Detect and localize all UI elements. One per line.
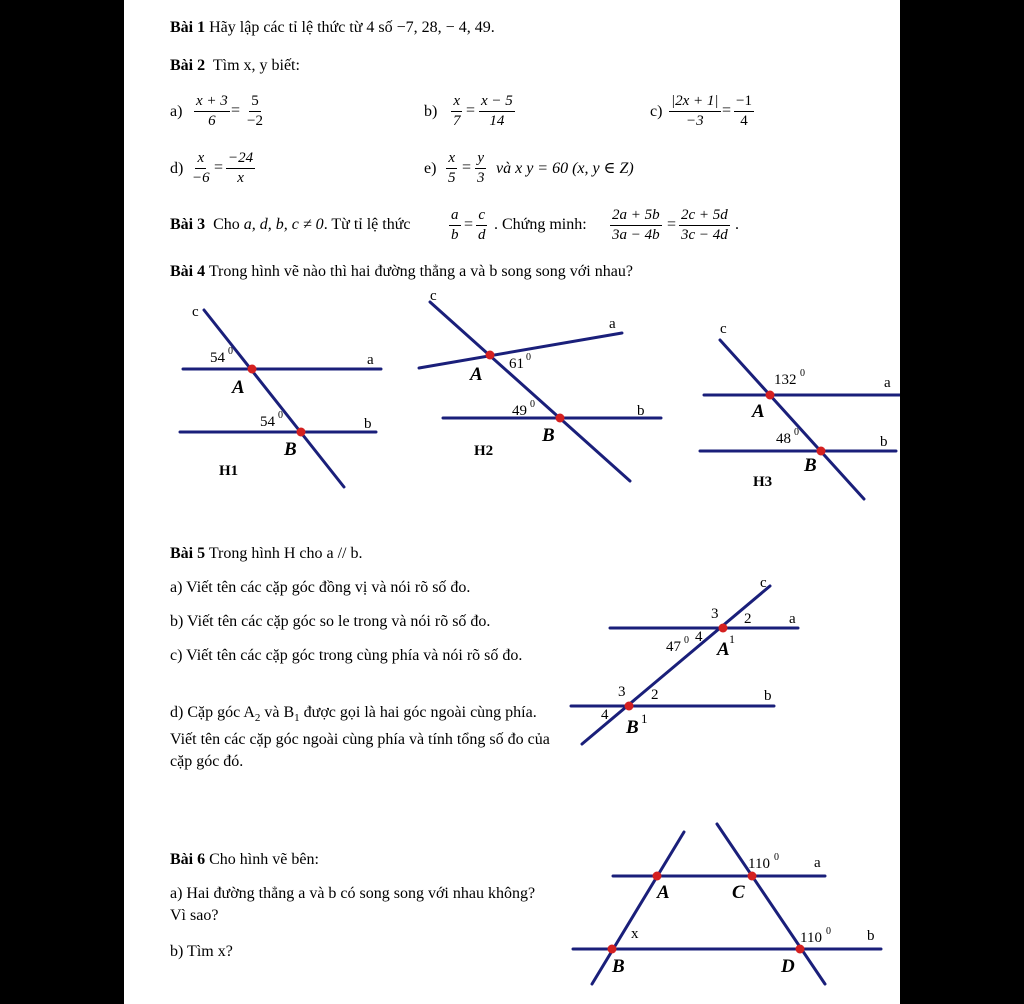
ex2e-num2: y: [475, 150, 486, 169]
ex3-frac-right-num: 2c + 5d: [679, 207, 730, 226]
h2-angle-A-deg: 0: [526, 352, 531, 363]
ex5-point-A: [719, 624, 728, 633]
ex6-point-A: [653, 872, 662, 881]
ex5-A-angle-2: 2: [744, 611, 752, 627]
ex5-qd-sub2: 1: [294, 712, 300, 725]
h1-angle-A-deg: 0: [228, 346, 233, 357]
ex3-frac-cd-den: d: [478, 227, 486, 243]
ex5-B-angle-2: 2: [651, 687, 659, 703]
ex5-A-angle-4: 4: [695, 629, 703, 645]
ex2a-num1: x + 3: [194, 93, 230, 112]
ex2c-den1: −3: [685, 113, 704, 129]
exercise-5-text: Trong hình H cho a // b.: [208, 545, 363, 562]
exercise-2-text: Tìm x, y biết:: [212, 57, 300, 74]
h1-point-A: [248, 365, 257, 374]
ex6-label-B: B: [612, 956, 625, 977]
ex5-question-c: c) Viết tên các cặp góc trong cùng phía và nói rõ số đo.: [170, 647, 523, 664]
ex5-question-b: b) Viết tên các cặp góc so le trong và nói rõ số đo.: [170, 613, 491, 630]
h1-figure-name: H1: [219, 463, 239, 479]
ex3-eq1: =: [464, 216, 474, 233]
ex5-qd-part1: d) Cặp góc A: [170, 704, 255, 721]
exercise-6-title: Bài 6: [170, 851, 206, 868]
h1-angle-A: 54: [210, 350, 225, 366]
h2-label-B: B: [542, 425, 555, 446]
exercise-3-end: .: [735, 216, 739, 233]
h2-label-a: a: [609, 316, 616, 332]
h3-point-B: [817, 447, 826, 456]
ex6-line-AB: [592, 832, 684, 984]
h3-angle-A-deg: 0: [800, 368, 805, 379]
ex6-label-a: a: [814, 855, 821, 871]
ex3-frac-right-den: 3c − 4d: [681, 227, 728, 243]
ex6-point-B: [608, 945, 617, 954]
ex2b-num1: x: [451, 93, 462, 112]
ex5-B-angle-4: 4: [601, 707, 609, 723]
exercise-3-text1: Cho: [213, 216, 240, 233]
ex5-question-a: a) Viết tên các cặp góc đồng vị và nói rõ số đo.: [170, 579, 471, 596]
ex6-label-D: D: [781, 956, 795, 977]
ex2a-eq: =: [231, 102, 241, 119]
ex5-label-B: B: [626, 717, 639, 738]
h3-label-B: B: [804, 455, 817, 476]
ex6-angle-D: 110: [800, 930, 822, 946]
h1-label-B: B: [284, 439, 297, 460]
ex6-angle-D-deg: 0: [826, 926, 831, 937]
ex2b-label: b): [424, 103, 438, 120]
ex2a-label: a): [170, 103, 183, 120]
ex3-eq2: =: [667, 216, 677, 233]
h3-point-A: [766, 391, 775, 400]
h2-label-A: A: [470, 364, 483, 385]
exercise-3-vars: a, d, b, c ≠ 0: [243, 216, 324, 233]
ex2a-den2: −2: [247, 113, 263, 129]
ex2c-num2: −1: [734, 93, 754, 112]
h2-label-b: b: [637, 403, 645, 419]
ex2d-num2: −24: [226, 150, 255, 169]
h1-label-a: a: [367, 352, 374, 368]
exercise-1-numbers: −7, 28, − 4, 49: [396, 19, 491, 36]
ex2c-den2: 4: [740, 113, 748, 129]
h3-angle-B: 48: [776, 431, 791, 447]
h1-angle-B: 54: [260, 414, 275, 430]
h3-label-b: b: [880, 434, 888, 450]
ex5-A-angle-3: 3: [711, 606, 719, 622]
ex6-point-C: [748, 872, 757, 881]
exercise-1-title: Bài 1: [170, 19, 206, 36]
h1-label-b: b: [364, 416, 372, 432]
ex5-B-angle-1: 1: [641, 711, 648, 726]
h2-angle-B-deg: 0: [530, 399, 535, 410]
ex5-angle-47: 47: [666, 639, 681, 655]
exercise-6-text: Cho hình vẽ bên:: [209, 851, 319, 868]
ex6-question-b: b) Tìm x?: [170, 943, 233, 960]
h3-line-c: [720, 340, 864, 499]
h3-angle-A: 132: [774, 372, 797, 388]
ex6-question-a: a) Hai đường thẳng a và b có song song với nhau không? Vì sao?: [170, 885, 536, 924]
figures-layer: [124, 0, 900, 1004]
h3-label-a: a: [884, 375, 891, 391]
ex2b-den2: 14: [489, 113, 505, 129]
ex2e-eq: =: [462, 159, 472, 176]
exercise-4-text: Trong hình vẽ nào thì hai đường thẳng a và b song song với nhau?: [208, 263, 633, 280]
h3-label-A: A: [752, 401, 765, 422]
ex3-frac-left-num: 2a + 5b: [610, 207, 662, 226]
exercise-3-text2: . Từ tỉ lệ thức: [323, 216, 411, 233]
ex6-line-CD: [717, 824, 825, 984]
ex2d-label: d): [170, 160, 184, 177]
ex2e-label: e): [424, 160, 437, 177]
ex3-frac-ab-den: b: [451, 227, 459, 243]
ex2e-den2: 3: [477, 170, 485, 186]
ex6-angle-C-deg: 0: [774, 852, 779, 863]
h1-label-c: c: [192, 304, 199, 320]
ex2a-num2: 5: [249, 93, 261, 112]
ex2c-label: c): [650, 103, 663, 120]
h2-angle-B: 49: [512, 403, 527, 419]
h2-label-c: c: [430, 288, 437, 304]
exercise-2-title: Bài 2: [170, 57, 206, 74]
exercise-4-title: Bài 4: [170, 263, 206, 280]
ex2a-den1: 6: [208, 113, 216, 129]
ex5-A-angle-1: 1: [729, 632, 735, 646]
ex5-qd-sub1: 2: [254, 712, 261, 725]
ex6-label-A: A: [657, 882, 670, 903]
ex2c-eq: =: [722, 102, 732, 119]
h2-point-A: [486, 351, 495, 360]
h3-angle-B-deg: 0: [794, 427, 799, 438]
h1-label-A: A: [232, 377, 245, 398]
h2-angle-A: 61: [509, 356, 524, 372]
worksheet-page: [124, 0, 900, 1004]
ex2b-num2: x − 5: [479, 93, 515, 112]
h3-figure-name: H3: [753, 474, 773, 490]
h2-line-c: [430, 302, 630, 481]
h3-label-c: c: [720, 321, 727, 337]
ex6-label-b: b: [867, 928, 875, 944]
h1-line-c: [204, 310, 344, 487]
ex5-point-B: [625, 702, 634, 711]
ex3-frac-ab-num: a: [449, 207, 461, 226]
ex5-label-c: c: [760, 575, 767, 591]
ex2d-num1: x: [195, 150, 206, 169]
h2-point-B: [556, 414, 565, 423]
ex2e-den1: 5: [448, 170, 456, 186]
exercise-3-title: Bài 3: [170, 216, 206, 233]
ex5-line-c: [582, 586, 770, 744]
ex2d-eq: =: [214, 159, 224, 176]
ex3-frac-left-den: 3a − 4b: [612, 227, 660, 243]
h1-point-B: [297, 428, 306, 437]
h2-figure-name: H2: [474, 443, 494, 459]
ex2e-num1: x: [446, 150, 457, 169]
ex5-label-A: A: [717, 639, 730, 660]
ex2b-eq: =: [466, 102, 476, 119]
h1-angle-B-deg: 0: [278, 410, 283, 421]
ex5-angle-47-deg: 0: [684, 635, 689, 646]
exercise-1-text: Hãy lập các tỉ lệ thức từ 4 số: [209, 19, 393, 36]
ex3-frac-cd-num: c: [476, 207, 487, 226]
ex6-angle-C: 110: [748, 856, 770, 872]
ex2b-den1: 7: [453, 113, 461, 129]
ex5-qd-part3: được gọi là hai góc ngoài cùng phía. Viết tên các cặp góc ngoài cùng phía và tính tổng số đo của cặp góc đó.: [170, 704, 550, 771]
exercise-5-title: Bài 5: [170, 545, 206, 562]
exercise-3-text3: . Chứng minh:: [494, 216, 587, 233]
ex6-label-C: C: [732, 882, 745, 903]
exercise-1-end: .: [490, 19, 495, 36]
ex2e-condition: và x y = 60 (x, y ∈ Z): [496, 160, 634, 177]
ex2c-num1: |2x + 1|: [669, 93, 721, 112]
ex5-B-angle-3: 3: [618, 684, 626, 700]
ex5-label-a: a: [789, 611, 796, 627]
ex5-label-b: b: [764, 688, 772, 704]
ex2d-den1: −6: [192, 170, 210, 186]
ex5-qd-part2: và B: [260, 704, 295, 721]
ex2d-den2: x: [237, 170, 244, 186]
ex6-angle-x: x: [631, 926, 639, 942]
